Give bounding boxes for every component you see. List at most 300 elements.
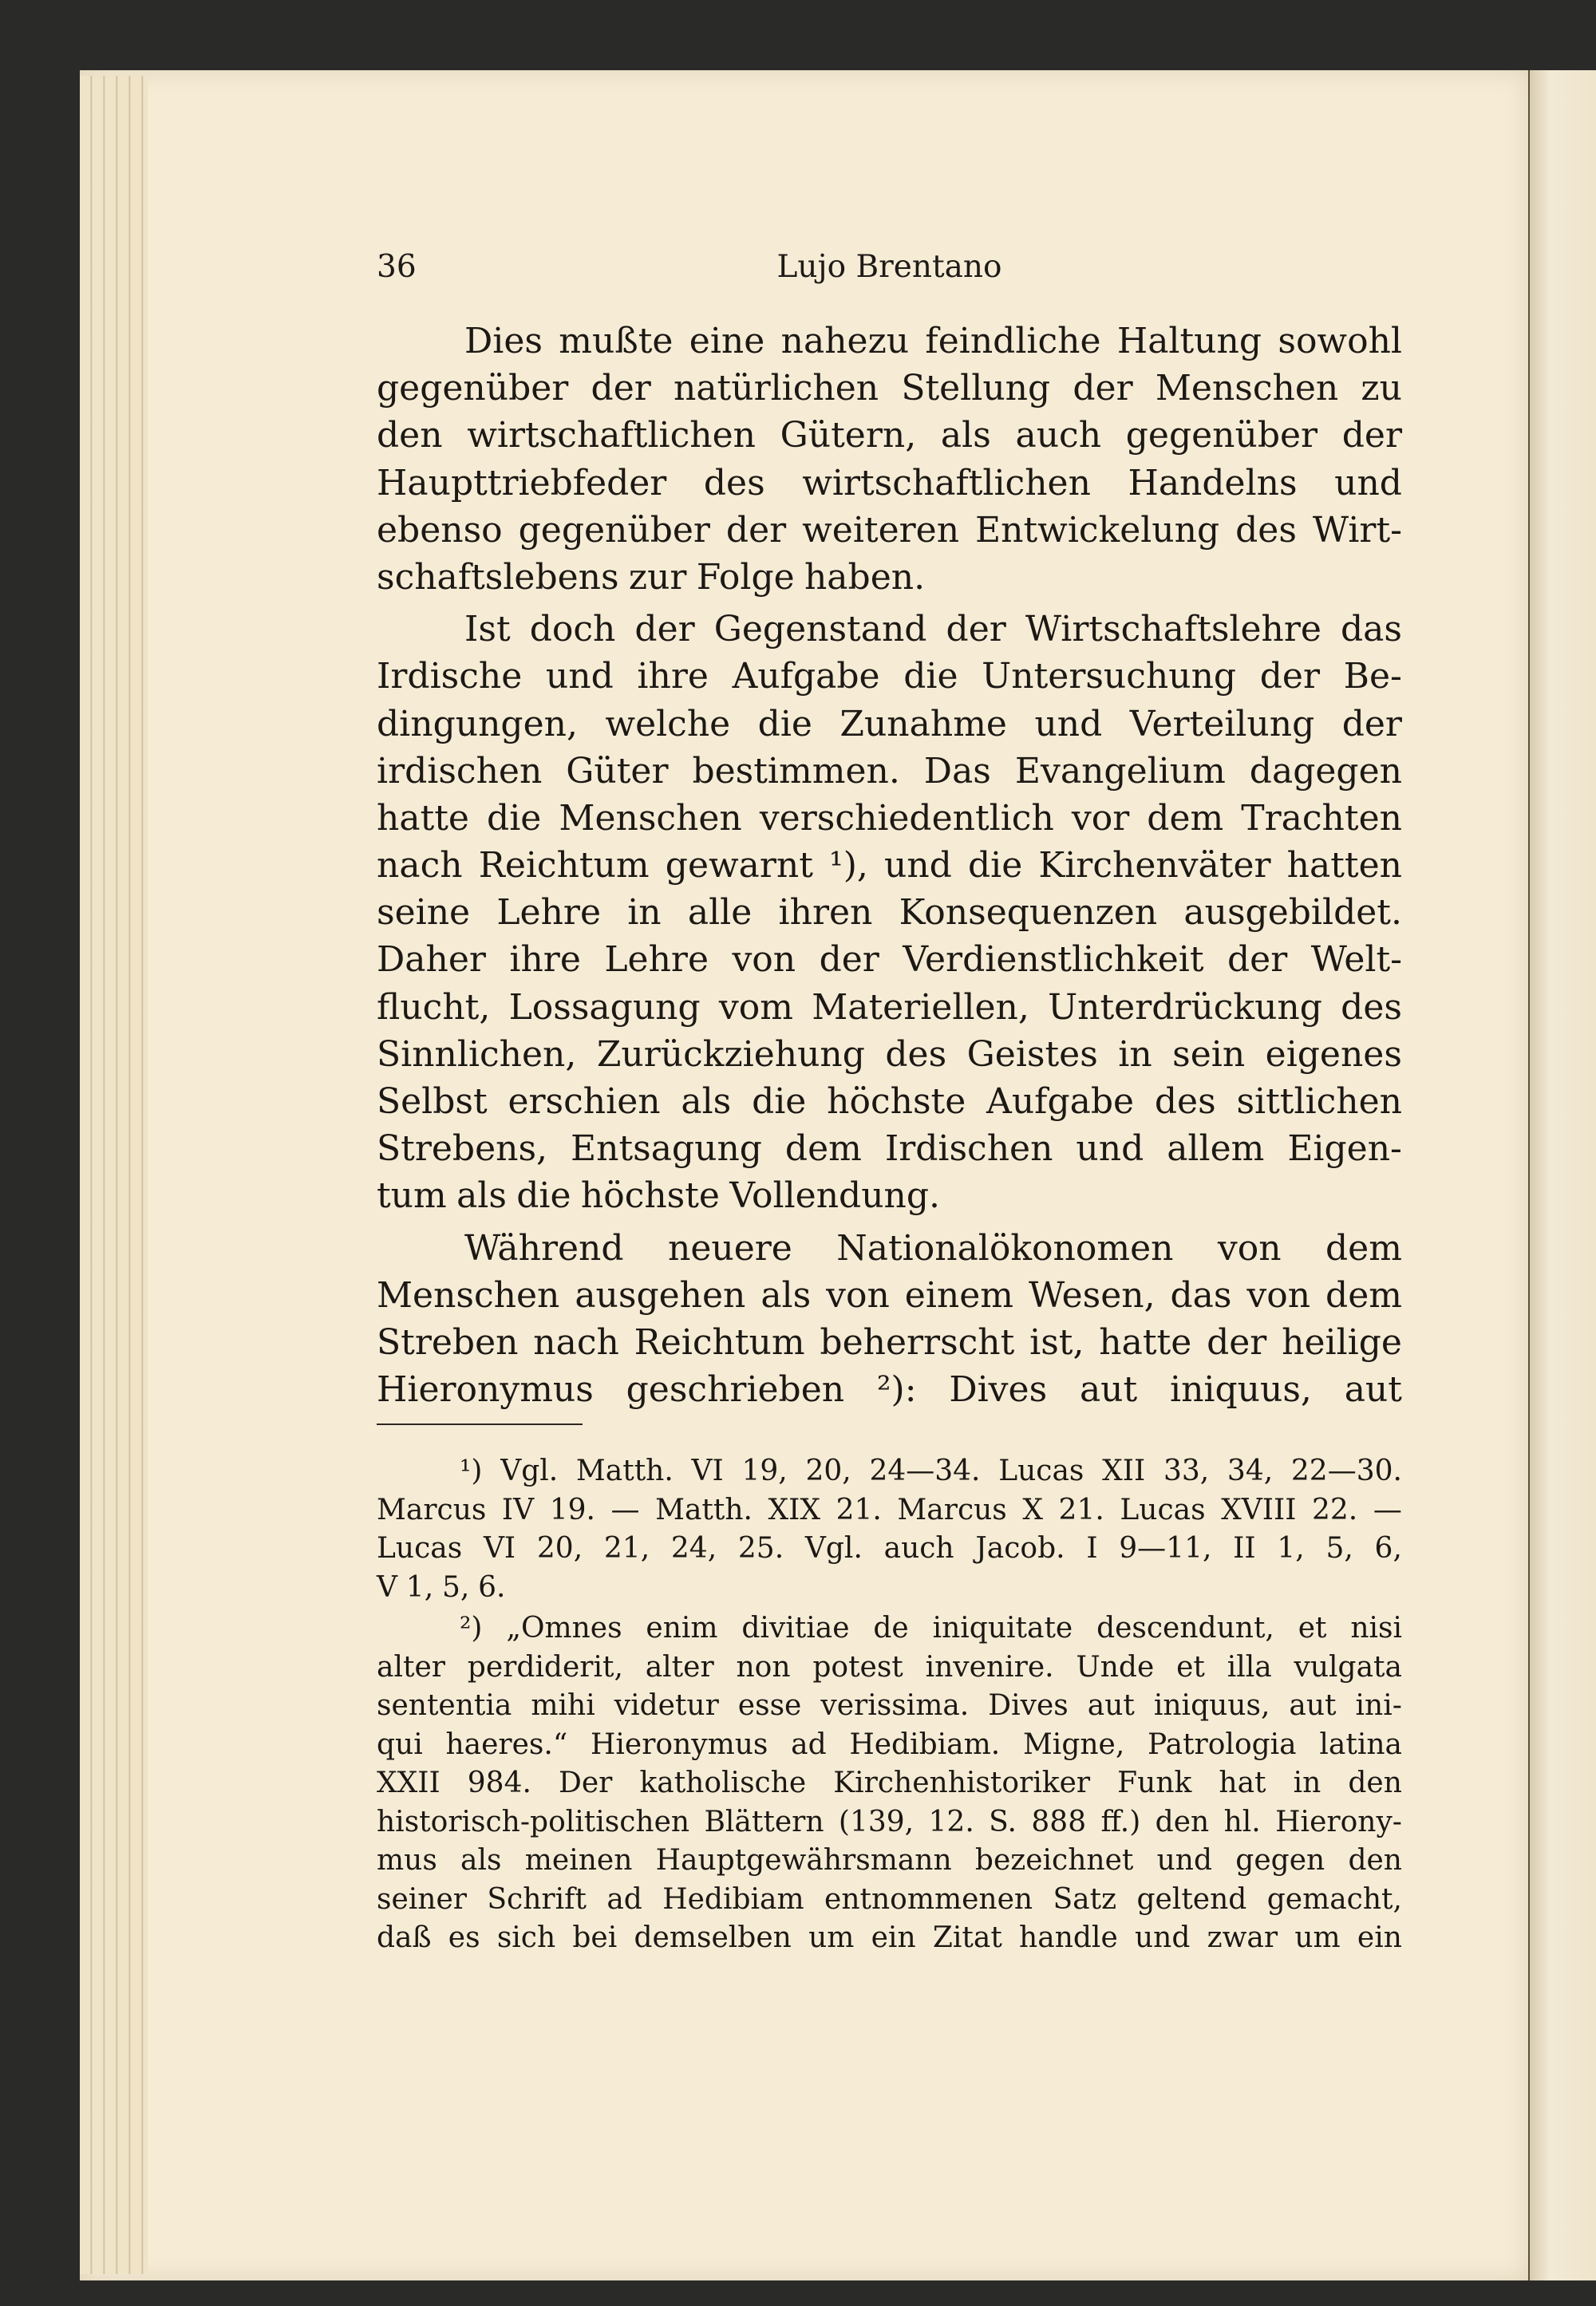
word: mußte	[559, 321, 674, 361]
word: Marcus	[377, 1493, 487, 1526]
word: das	[1341, 609, 1402, 650]
word: mus	[377, 1844, 437, 1877]
word: Wirtschaftslehre	[1025, 609, 1321, 650]
word: um	[1294, 1921, 1341, 1954]
word: dem	[784, 1128, 862, 1170]
body-line	[377, 936, 1402, 983]
word: von	[732, 939, 796, 981]
body-line	[377, 1225, 1402, 1272]
word: enim	[646, 1612, 718, 1645]
footnote-divider	[377, 1423, 583, 1425]
word: Vgl.	[500, 1455, 559, 1487]
word: Selbst	[377, 1081, 488, 1122]
word: vulgata	[1294, 1650, 1402, 1684]
word: Lossagung	[508, 986, 701, 1028]
word: Matth.	[655, 1493, 753, 1526]
word: Trachten	[1241, 797, 1402, 839]
word: Lucas	[998, 1455, 1084, 1487]
body-line	[377, 1366, 1402, 1413]
word: Hedibiam.	[849, 1728, 1001, 1761]
word: Aufgabe	[986, 1081, 1135, 1122]
word: auch	[1015, 415, 1102, 456]
word: —	[1373, 1493, 1402, 1526]
word: V	[377, 1570, 397, 1604]
body-line	[377, 606, 1402, 653]
word: gegen	[1235, 1844, 1325, 1877]
word: der	[1207, 1321, 1267, 1363]
word: Nationalökonomen	[836, 1227, 1174, 1269]
word: hat	[1219, 1767, 1266, 1799]
word: flucht,	[377, 986, 491, 1028]
word: als	[940, 415, 991, 456]
word: iniquus,	[1153, 1689, 1270, 1722]
word: 34,	[1227, 1455, 1274, 1487]
word: und	[545, 656, 614, 697]
body-line	[377, 365, 1402, 412]
word: iniquitate	[932, 1612, 1073, 1645]
word: Kirchenväter	[1038, 845, 1271, 886]
body-line	[377, 1272, 1402, 1319]
page-stack-edges	[80, 76, 148, 2274]
running-head-author: Lujo Brentano	[776, 249, 1002, 285]
word: 24—34.	[869, 1455, 981, 1487]
word: Dives	[949, 1369, 1048, 1411]
word: als	[681, 1081, 732, 1122]
word: VI	[691, 1455, 724, 1487]
word: die	[487, 797, 542, 839]
word: sowohl	[1278, 321, 1402, 361]
word: der	[1341, 415, 1402, 456]
word: Vgl.	[804, 1532, 863, 1565]
footnote-line	[377, 1452, 1402, 1491]
word: 33,	[1163, 1455, 1210, 1487]
word: die	[967, 845, 1023, 886]
word: Unde	[1076, 1650, 1155, 1684]
word: Geistes	[966, 1033, 1098, 1075]
word: Strebens,	[377, 1128, 548, 1170]
word: ff.)	[1100, 1805, 1141, 1838]
word: eine	[689, 321, 765, 361]
word: dem	[1325, 1274, 1402, 1316]
word: seine	[377, 892, 471, 934]
word: 24,	[670, 1532, 717, 1565]
word: gegenüber	[1125, 415, 1318, 456]
body-line	[377, 412, 1402, 459]
word: irdischen	[377, 750, 543, 792]
word: Streben	[377, 1321, 519, 1363]
word: Irdische	[377, 656, 523, 697]
word: des	[1235, 509, 1297, 551]
word: das	[1170, 1274, 1232, 1316]
word: von	[1246, 1274, 1311, 1316]
word: XVIII	[1221, 1493, 1297, 1526]
word: Entwickelung	[975, 509, 1220, 551]
word: und	[1034, 703, 1103, 744]
footnote-line	[377, 1919, 1402, 1958]
word: gemacht,	[1266, 1882, 1402, 1916]
word: sich	[496, 1921, 556, 1954]
word: sein	[1172, 1033, 1246, 1075]
word: den	[1155, 1805, 1210, 1838]
word: und	[1076, 1128, 1144, 1170]
word: ad	[606, 1882, 642, 1916]
word: mihi	[531, 1689, 595, 1722]
body-line	[377, 748, 1402, 795]
word: esse	[737, 1689, 802, 1722]
word: Migne,	[1022, 1728, 1125, 1761]
word: zu	[1361, 368, 1402, 409]
word: und	[883, 845, 952, 886]
word: Hauptgewährsmann	[655, 1844, 952, 1877]
footnote-line	[377, 1842, 1402, 1881]
word: Reichtum	[478, 845, 650, 886]
word: de	[873, 1612, 909, 1645]
word: Zunahme	[839, 703, 1007, 744]
word: hatten	[1286, 845, 1402, 886]
word: Menschen	[1155, 368, 1339, 409]
word: des	[1341, 986, 1402, 1028]
word: Lehre	[604, 939, 709, 981]
word: divitiae	[741, 1612, 850, 1645]
word: 22.	[1312, 1493, 1358, 1526]
word: ²):	[876, 1369, 917, 1411]
word: Irdischen	[884, 1128, 1053, 1170]
body-line	[377, 460, 1402, 507]
word: die	[757, 703, 812, 744]
word: 22—30.	[1290, 1455, 1402, 1487]
word: Der	[558, 1767, 613, 1799]
word: X	[1022, 1493, 1043, 1526]
footnote-line	[377, 1881, 1402, 1920]
word: descendunt,	[1096, 1612, 1274, 1645]
word: von	[1217, 1227, 1282, 1269]
word: Eigen-	[1287, 1128, 1402, 1170]
word: 19,	[741, 1455, 788, 1487]
footnote-line	[377, 1649, 1402, 1688]
word: Stellung	[901, 368, 1051, 409]
word: Das	[923, 750, 991, 792]
word: 9—11,	[1119, 1532, 1212, 1565]
word: 6,	[1374, 1532, 1402, 1565]
page-number: 36	[377, 249, 417, 285]
word: der	[819, 939, 879, 981]
word: Welt-	[1310, 939, 1402, 981]
footnote-line	[377, 1764, 1402, 1803]
body-line	[377, 318, 1402, 365]
word: höchste	[827, 1081, 966, 1122]
word: Kirchenhistoriker	[833, 1767, 1091, 1799]
word: bezeichnet	[974, 1844, 1134, 1877]
word: eigenes	[1265, 1033, 1402, 1075]
word: katholische	[639, 1767, 807, 1799]
word: des	[1154, 1081, 1216, 1122]
footnote-line	[377, 1726, 1402, 1765]
word: einem	[904, 1274, 1013, 1316]
word: als	[456, 1175, 507, 1217]
word: hatte	[1099, 1321, 1192, 1363]
word: gewarnt	[665, 845, 813, 886]
word: 21,	[603, 1532, 650, 1565]
word: nach	[533, 1321, 619, 1363]
word: bei	[572, 1921, 618, 1954]
word: Sinnlichen,	[377, 1033, 577, 1075]
word: 19.	[549, 1493, 595, 1526]
word: illa	[1227, 1650, 1272, 1684]
word: Entsagung	[570, 1128, 762, 1170]
word: ini-	[1355, 1689, 1402, 1722]
word: Wirt-	[1312, 509, 1402, 551]
word: sittlichen	[1236, 1081, 1402, 1122]
word: Satz	[1053, 1882, 1117, 1916]
body-line	[377, 1319, 1402, 1366]
word: daß	[377, 1921, 432, 1954]
body-line	[377, 1172, 1402, 1219]
word: Lucas	[1120, 1493, 1206, 1526]
word: XII	[1102, 1455, 1146, 1487]
word: Schrift	[487, 1882, 587, 1916]
word: den	[1348, 1844, 1402, 1877]
word: geschrieben	[626, 1369, 845, 1411]
word: aut	[1344, 1369, 1402, 1411]
word: 20,	[536, 1532, 583, 1565]
word: —	[610, 1493, 640, 1526]
word: von	[826, 1274, 890, 1316]
word: nisi	[1350, 1612, 1402, 1645]
word: ebenso	[377, 509, 503, 551]
word: 25.	[737, 1532, 784, 1565]
word: verissima.	[820, 1689, 970, 1722]
word: Aufgabe	[732, 656, 880, 697]
word: dingungen,	[377, 703, 578, 744]
body-line	[377, 701, 1402, 748]
word: demselben	[634, 1921, 792, 1954]
word: ein	[871, 1921, 916, 1954]
word: der	[1259, 656, 1320, 697]
word: der	[725, 509, 787, 551]
word: Evangelium	[1014, 750, 1226, 792]
word: wirtschaftlichen	[802, 462, 1091, 503]
word: handle	[1019, 1921, 1118, 1954]
body-line	[377, 1031, 1402, 1078]
word: Patrologia	[1148, 1728, 1297, 1761]
word: als	[760, 1274, 812, 1316]
word: schaftslebens	[377, 556, 619, 598]
word: die	[903, 656, 958, 697]
body-line	[377, 507, 1402, 554]
word: Hierony-	[1275, 1805, 1402, 1838]
body-line	[377, 653, 1402, 700]
word: 6.	[478, 1570, 506, 1604]
word: potest	[812, 1650, 903, 1684]
word: et	[1298, 1612, 1327, 1645]
word: die	[752, 1081, 807, 1122]
word: den	[377, 415, 443, 456]
word: tum	[377, 1175, 447, 1217]
word: haben.	[804, 556, 926, 598]
word: Während	[464, 1227, 624, 1269]
word: ausgehen	[575, 1274, 746, 1316]
word: Güter	[566, 750, 669, 792]
word: feindliche	[925, 321, 1101, 361]
word: 5,	[1325, 1532, 1353, 1565]
word: ¹),	[829, 845, 868, 886]
word: allem	[1167, 1128, 1265, 1170]
word: 12.	[928, 1805, 974, 1838]
footnote-line	[377, 1803, 1402, 1842]
word: Konsequenzen	[899, 892, 1158, 934]
footnote-line	[377, 1609, 1402, 1649]
word: der	[1227, 939, 1288, 981]
word: vor	[1071, 797, 1130, 839]
word: ad	[791, 1728, 827, 1761]
word: I	[1086, 1532, 1098, 1565]
word: vom	[718, 986, 793, 1028]
footnote-line	[377, 1530, 1402, 1569]
word: ist,	[1029, 1321, 1084, 1363]
word: Folge	[696, 556, 795, 598]
body-line	[377, 1078, 1402, 1125]
word: XXII	[377, 1767, 440, 1799]
word: als	[460, 1844, 502, 1877]
word: Handelns	[1128, 462, 1298, 503]
word: Dives	[988, 1689, 1069, 1722]
word: Matth.	[575, 1455, 674, 1487]
word: Hedibiam	[662, 1882, 804, 1916]
word: Funk	[1117, 1767, 1192, 1799]
word: invenire.	[925, 1650, 1054, 1684]
word: wirtschaftlichen	[467, 415, 756, 456]
word: Jacob.	[975, 1532, 1065, 1565]
word: nach	[377, 845, 463, 886]
word: heilige	[1282, 1321, 1402, 1363]
word: zwar	[1207, 1921, 1278, 1954]
word: alter	[377, 1650, 445, 1684]
word: welche	[605, 703, 731, 744]
word: 5,	[441, 1570, 470, 1604]
word: natürlichen	[673, 368, 879, 409]
body-line	[377, 554, 1402, 601]
word: aut	[1289, 1689, 1337, 1722]
word: hl.	[1223, 1805, 1261, 1838]
word: 21.	[836, 1493, 882, 1526]
word: iniquus,	[1170, 1369, 1312, 1411]
word: auch	[883, 1532, 954, 1565]
word: historisch-politischen	[377, 1805, 690, 1838]
word: ²)	[460, 1612, 483, 1645]
footnote-line	[377, 1687, 1402, 1726]
word: Wesen,	[1028, 1274, 1156, 1316]
word: hatte	[377, 797, 469, 839]
word: gegenüber	[518, 509, 710, 551]
word: non	[736, 1650, 791, 1684]
word: haeres.“	[445, 1728, 568, 1761]
word: VI	[483, 1532, 516, 1565]
word: zur	[628, 556, 687, 598]
word: des	[703, 462, 765, 503]
word: der	[591, 368, 651, 409]
word: des	[885, 1033, 947, 1075]
word: dagegen	[1249, 750, 1402, 792]
word: Menschen	[377, 1274, 560, 1316]
word: um	[808, 1921, 855, 1954]
word: Materiellen,	[812, 986, 1029, 1028]
word: alter	[645, 1650, 714, 1684]
word: beherrscht	[820, 1321, 1015, 1363]
word: Zitat	[932, 1921, 1002, 1954]
word: Ist	[464, 609, 511, 650]
word: und	[1156, 1844, 1213, 1877]
word: (139,	[838, 1805, 915, 1838]
body-line	[377, 1125, 1402, 1172]
word: IV	[501, 1493, 535, 1526]
word: es	[448, 1921, 480, 1954]
word: latina	[1319, 1728, 1402, 1761]
word: dem	[1147, 797, 1224, 839]
running-head	[377, 249, 1402, 287]
word: II	[1233, 1532, 1256, 1565]
word: Marcus	[897, 1493, 1007, 1526]
word: ausgebildet.	[1183, 892, 1402, 934]
word: in	[627, 892, 662, 934]
word: 1,	[1277, 1532, 1305, 1565]
word: entnommenen	[824, 1882, 1033, 1916]
word: weiteren	[802, 509, 960, 551]
word: und	[1134, 1921, 1191, 1954]
word: Haupttriebfeder	[377, 462, 667, 503]
word: ¹)	[460, 1455, 483, 1487]
word: Blättern	[704, 1805, 824, 1838]
body-line	[377, 984, 1402, 1031]
word: aut	[1079, 1369, 1138, 1411]
word: Daher	[377, 939, 486, 981]
word: Untersuchung	[982, 656, 1237, 697]
word: ihre	[637, 656, 709, 697]
word: XIX	[768, 1493, 821, 1526]
word: perdiderit,	[467, 1650, 623, 1684]
word: Dies	[464, 321, 543, 361]
word: Hieronymus	[590, 1728, 768, 1761]
word: „Omnes	[506, 1612, 622, 1645]
word: der	[1073, 368, 1133, 409]
word: 1,	[405, 1570, 434, 1604]
word: ihre	[509, 939, 581, 981]
word: S.	[989, 1805, 1017, 1838]
word: 21.	[1058, 1493, 1104, 1526]
word: nahezu	[780, 321, 910, 361]
word: Reichtum	[634, 1321, 805, 1363]
footnotes	[377, 1452, 1402, 1958]
adjacent-page-edge	[1528, 70, 1596, 2280]
word: Verdienstlichkeit	[903, 939, 1204, 981]
body-line	[377, 842, 1402, 889]
word: neuere	[667, 1227, 792, 1269]
word: den	[1348, 1767, 1402, 1799]
word: Menschen	[559, 797, 742, 839]
footnote-line	[377, 1491, 1402, 1530]
word: sententia	[377, 1689, 512, 1722]
word: 984.	[467, 1767, 531, 1799]
word: qui	[377, 1728, 423, 1761]
word: meinen	[524, 1844, 633, 1877]
word: seiner	[377, 1882, 467, 1916]
word: Verteilung	[1129, 703, 1315, 744]
word: Be-	[1343, 656, 1402, 697]
word: aut	[1087, 1689, 1135, 1722]
word: Haltung	[1116, 321, 1262, 361]
word: Unterdrückung	[1048, 986, 1322, 1028]
word: Zurückziehung	[596, 1033, 865, 1075]
word: der	[1341, 703, 1402, 744]
